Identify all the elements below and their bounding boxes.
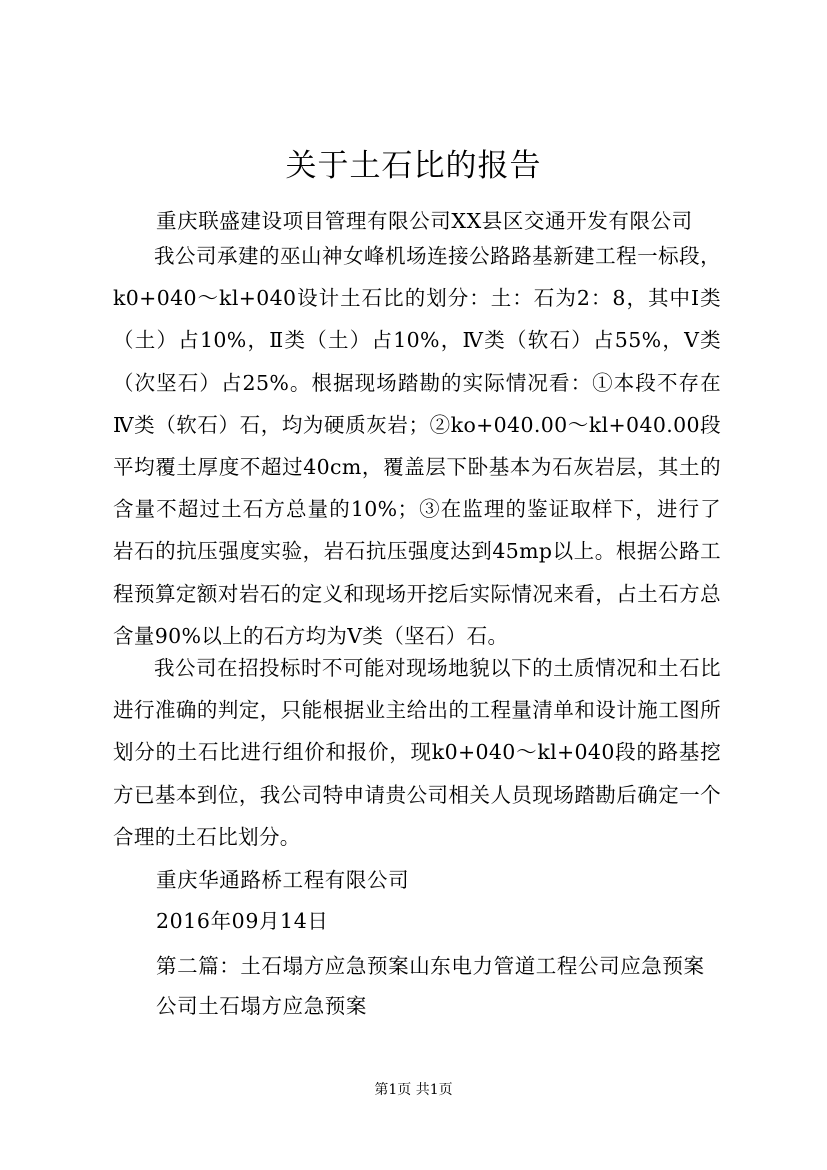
next-section-subheading: 公司土石塌方应急预案 [156, 994, 367, 1018]
signature-company: 重庆华通路桥工程有限公司 [156, 868, 410, 892]
signature-date: 2016年09月14日 [156, 909, 329, 933]
recipient-line: 重庆联盛建设项目管理有限公司XX县区交通开发有限公司 [156, 209, 693, 233]
body-paragraph-1: 我公司承建的巫山神女峰机场连接公路路基新建工程一标段，k0+040～kl+040设计土石比的划分：土：石为2：8，其中Ⅰ类（土）占10%，Ⅱ类（土）占10%，Ⅳ类（软石）占55%，Ⅴ类（次坚石）占25%。根据现场踏勘的实际情况看：①本段不存在Ⅳ类（软石）石，均为硬质灰岩；②ko+040.00～kl+040.00段平均覆土厚度不超过40cm，覆盖层下卧基本为石灰岩层，其土的含量不超过土石方总量的10%；③在监理的鉴证取样下，进行了岩石的抗压强度实验，岩石抗压强度达到45mp以上。根据公路工程预算定额对岩石的定义和现场开挖后实际情况来看，占土石方总含量90%以上的石方均为Ⅴ类（坚石）石。 [113, 244, 721, 648]
document-title: 关于土石比的报告 [285, 148, 542, 184]
body-paragraph-2-container [113, 647, 721, 858]
page-indicator: 第1页 共1页 [374, 1082, 453, 1098]
body-paragraph-1-container [113, 235, 721, 657]
body-paragraph-2: 我公司在招投标时不可能对现场地貌以下的土质情况和土石比进行准确的判定，只能根据业主给出的工程量清单和设计施工图所划分的土石比进行组价和报价，现k0+040～kl+040段的路基挖方已基本到位，我公司特申请贵公司相关人员现场踏勘后确定一个合理的土石比划分。 [113, 656, 721, 849]
next-section-heading: 第二篇：土石塌方应急预案山东电力管道工程公司应急预案 [156, 954, 705, 978]
